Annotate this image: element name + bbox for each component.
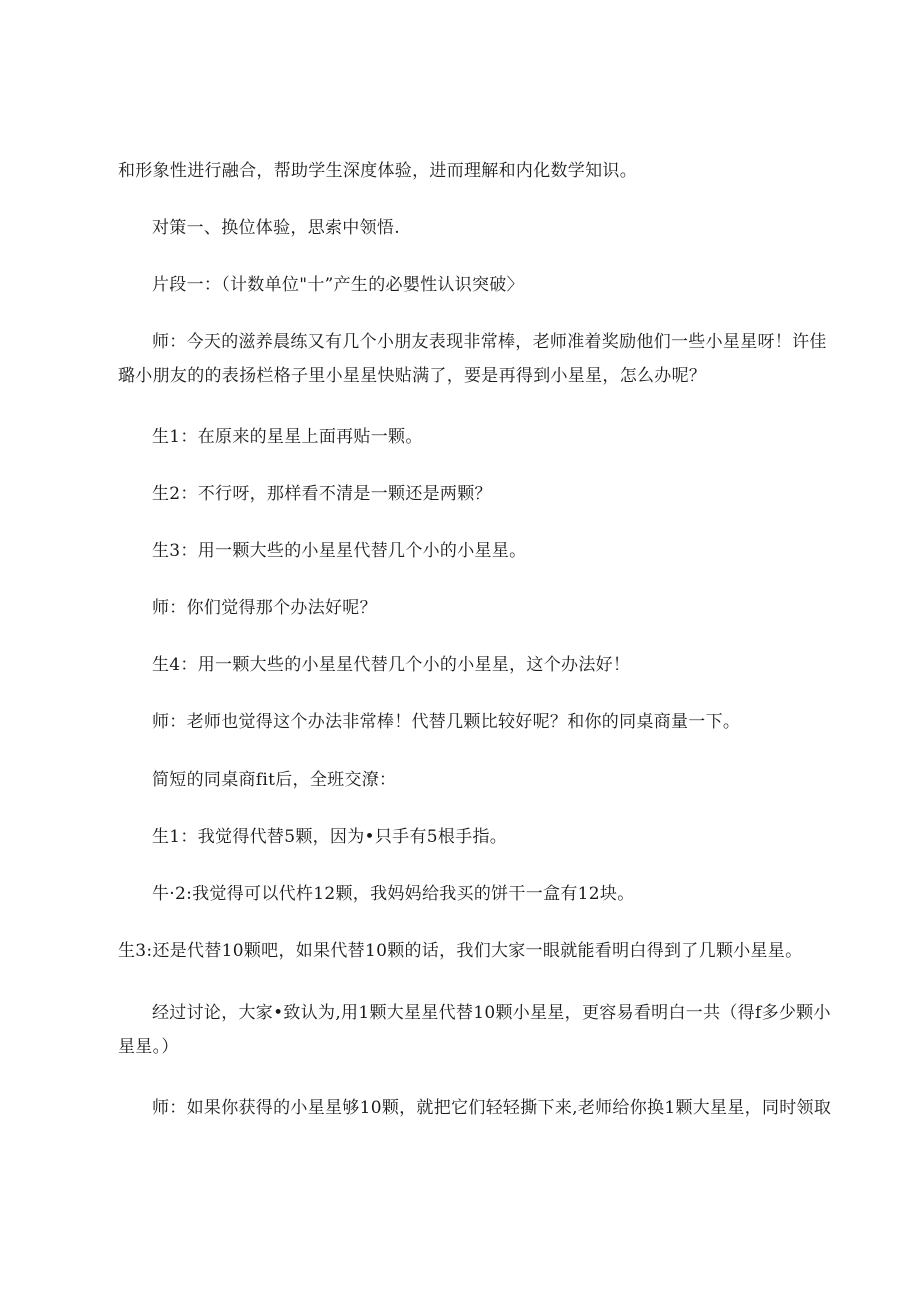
- text-line: 对策一、换位体验，思索中领悟.: [152, 218, 400, 238]
- text-line: 生2：不行呀，那样看不清是一颗还是两颗？: [152, 484, 492, 504]
- text-line: 生3:还是代替10颗吧，如果代替10颗的话，我们大家一眼就能看明白得到了几颗小星星。: [118, 941, 803, 961]
- paragraph-conclusion: [118, 996, 831, 1064]
- paragraph-teacher-4: [118, 1091, 832, 1125]
- text-line: 和形象性进行融合，帮助学生深度体验，进而理解和内化数学知识。: [118, 161, 637, 181]
- paragraph-teacher-3: [118, 705, 808, 739]
- paragraph-student-2: [118, 477, 808, 511]
- text-line: 生1：我觉得代替5颗，因为•只手有5根手指。: [152, 827, 508, 847]
- paragraph-teacher-1: [118, 325, 827, 393]
- paragraph-teacher-2: [118, 591, 808, 625]
- text-line: 璐小朋友的的表扬栏格子里小星星快贴满了，要是再得到小星星，怎么办呢？: [118, 366, 707, 386]
- text-line: 片段一：（计数单位"十”产生的必嬰性认识突破〉: [152, 275, 524, 295]
- text-line: 师：老师也觉得这个办法非常棒！代替几颗比较好呢？和你的同桌商量一下。: [152, 712, 741, 732]
- paragraph-student-3: [118, 534, 808, 568]
- text-line: 简短的同桌商fit后，全班交潦：: [152, 770, 397, 790]
- text-line: 经过讨论，大家•致认为,用1颗大星星代替10颗小星星，更容易看明白一共（得f多少颗小: [152, 1003, 831, 1023]
- text-line: 师：今天的滋养晨练又有几个小朋友表现非常棒，老师准着奖励他们一些小星星呀！许佳: [152, 332, 827, 352]
- paragraph-discussion: [118, 763, 808, 797]
- text-line: 生3：用一颗大些的小星星代替几个小的小星星。: [152, 541, 527, 561]
- paragraph-intro-end: [118, 154, 808, 188]
- heading-strategy-one: [118, 211, 808, 245]
- text-line: 星星。）: [118, 1037, 179, 1057]
- paragraph-student-5: [118, 820, 808, 854]
- heading-segment-one: [118, 268, 808, 302]
- text-line: 师：如果你获得的小星星够10颗，就把它们轻轻撕下来,老师给你换1颗大星星，同时领取: [152, 1098, 832, 1118]
- paragraph-student-6: [118, 877, 808, 911]
- text-line: 生1：在原来的星星上面再贴一颗。: [152, 427, 423, 447]
- text-line: 师：你们觉得那个办法好呢？: [152, 598, 377, 618]
- paragraph-student-7: [118, 934, 808, 968]
- paragraph-student-4: [118, 648, 808, 682]
- paragraph-student-1: [118, 420, 808, 454]
- text-line: 牛·2:我觉得可以代杵12颗，我妈妈给我买的饼干一盒有12块。: [152, 884, 635, 904]
- text-line: 生4：用一颗大些的小星星代替几个小的小星星，这个办法好！: [152, 655, 631, 675]
